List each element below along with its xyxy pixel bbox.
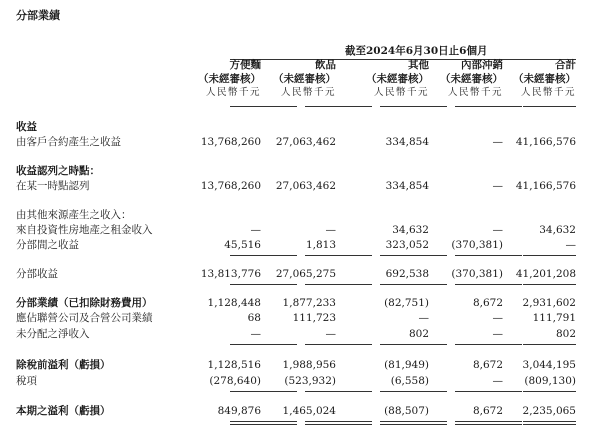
column-name: 合計 [555, 59, 576, 71]
row-label: 分部間之收益 [16, 239, 79, 251]
table-row-profit-before-tax [0, 357, 600, 373]
cell-eliminations: — [492, 328, 503, 340]
double-rule-bottom [455, 424, 522, 425]
table-row-profit-for-period [0, 403, 600, 419]
row-label: 由其他來源產生之收入： [16, 209, 132, 221]
subtotal-rule [523, 284, 576, 285]
cell-instant-noodles: 13,768,260 [200, 180, 261, 192]
double-rule-top [230, 421, 297, 422]
subtotal-rule [230, 255, 297, 256]
cell-others: (6,558) [390, 375, 429, 387]
cell-eliminations: 8,672 [472, 297, 503, 309]
cell-others: — [418, 312, 429, 324]
double-rule-bottom [230, 424, 297, 425]
subtotal-rule [455, 391, 522, 392]
cell-total: — [565, 239, 576, 251]
cell-instant-noodles: — [250, 328, 261, 340]
row-label: 來自投資性房地產之租金收入 [16, 224, 153, 236]
column-name: 方便麵 [229, 59, 261, 71]
column-audit-status: （未經審核） [273, 73, 336, 85]
row-label: 由客戶合約產生之收益 [16, 136, 121, 148]
table-row-segment-revenue [0, 266, 600, 282]
table-row-timing-heading [0, 163, 600, 179]
cell-eliminations: — [492, 375, 503, 387]
cell-beverages: 27,065,275 [275, 268, 336, 280]
period-heading: 截至2024年6月30日止6個月 [345, 45, 488, 57]
subtotal-rule [230, 284, 297, 285]
table-row [0, 237, 600, 253]
column-name: 其他 [408, 59, 429, 71]
subtotal-rule [455, 284, 522, 285]
column-header-total [513, 58, 576, 100]
cell-beverages: 1,465,024 [282, 405, 336, 417]
cell-instant-noodles: 13,768,260 [200, 136, 261, 148]
column-unit: 人民幣千元 [520, 87, 576, 98]
cell-beverages: 111,723 [292, 312, 336, 324]
subtotal-rule [230, 344, 297, 345]
row-label: 未分配之淨收入 [16, 328, 90, 340]
column-underline [380, 106, 447, 107]
subtotal-rule [380, 284, 447, 285]
cell-eliminations: — [492, 136, 503, 148]
cell-eliminations: (370,381) [451, 268, 503, 280]
column-underline [305, 106, 372, 107]
double-rule-bottom [523, 424, 576, 425]
row-label: 應佔聯營公司及合營公司業績 [16, 312, 153, 324]
column-header-instant-noodles [198, 58, 261, 100]
subtotal-rule [455, 344, 522, 345]
table-row [0, 178, 600, 194]
column-underline [455, 106, 522, 107]
double-rule-bottom [305, 424, 372, 425]
cell-instant-noodles: 1,128,448 [207, 297, 261, 309]
table-row [0, 222, 600, 238]
cell-others: 802 [408, 328, 429, 340]
column-name: 飲品 [315, 59, 336, 71]
cell-total: 41,166,576 [515, 136, 576, 148]
subtotal-rule [305, 284, 372, 285]
double-rule-bottom [380, 424, 447, 425]
column-header-others [366, 58, 429, 100]
cell-total: 2,931,602 [522, 297, 576, 309]
double-rule-top [523, 421, 576, 422]
subtotal-rule [305, 391, 372, 392]
double-rule-top [455, 421, 522, 422]
row-label: 稅項 [16, 375, 37, 387]
cell-beverages: (523,932) [284, 375, 336, 387]
cell-instant-noodles: 1,128,516 [207, 359, 261, 371]
cell-eliminations: 8,672 [472, 359, 503, 371]
table-row-segment-results [0, 295, 600, 311]
cell-total: (809,130) [524, 375, 576, 387]
subtotal-rule [380, 391, 447, 392]
section-title: 分部業績 [16, 9, 60, 22]
cell-eliminations: 8,672 [472, 405, 503, 417]
subtotal-rule [305, 344, 372, 345]
double-rule-top [305, 421, 372, 422]
cell-others: 34,632 [392, 224, 429, 236]
row-label: 在某一時點認列 [16, 180, 90, 192]
cell-total: 111,791 [532, 312, 576, 324]
table-row [0, 326, 600, 342]
row-label: 收益認列之時點： [16, 165, 100, 177]
column-header-eliminations [440, 58, 503, 100]
cell-total: 2,235,065 [522, 405, 576, 417]
cell-beverages: — [325, 224, 336, 236]
cell-instant-noodles: 849,876 [217, 405, 261, 417]
cell-others: (82,751) [384, 297, 429, 309]
table-row-other-sources-heading [0, 207, 600, 223]
cell-total: 41,166,576 [515, 180, 576, 192]
row-label: 收益 [16, 121, 37, 133]
cell-eliminations: — [492, 180, 503, 192]
cell-eliminations: — [492, 312, 503, 324]
cell-beverages: 1,877,233 [282, 297, 336, 309]
subtotal-rule [305, 255, 372, 256]
subtotal-rule [523, 255, 576, 256]
cell-others: (81,949) [384, 359, 429, 371]
cell-total: 34,632 [539, 224, 576, 236]
cell-total: 41,201,208 [515, 268, 576, 280]
column-underline [523, 106, 576, 107]
column-audit-status: （未經審核） [366, 73, 429, 85]
row-label: 分部收益 [16, 268, 58, 280]
column-header-beverages [273, 58, 336, 100]
cell-beverages: 1,813 [305, 239, 336, 251]
cell-others: (88,507) [384, 405, 429, 417]
cell-instant-noodles: 45,516 [224, 239, 261, 251]
row-label: 除稅前溢利（虧損） [16, 359, 111, 371]
cell-instant-noodles: 68 [247, 312, 261, 324]
column-unit: 人民幣千元 [205, 87, 261, 98]
column-audit-status: （未經審核） [440, 73, 503, 85]
cell-total: 3,044,195 [522, 359, 576, 371]
subtotal-rule [230, 391, 297, 392]
cell-beverages: — [325, 328, 336, 340]
subtotal-rule [523, 344, 576, 345]
column-unit: 人民幣千元 [447, 87, 503, 98]
cell-eliminations: — [492, 224, 503, 236]
cell-others: 334,854 [385, 136, 429, 148]
cell-instant-noodles: — [250, 224, 261, 236]
cell-beverages: 27,063,462 [275, 180, 336, 192]
column-unit: 人民幣千元 [280, 87, 336, 98]
row-label: 本期之溢利（虧損） [16, 405, 111, 417]
subtotal-rule [523, 391, 576, 392]
cell-instant-noodles: 13,813,776 [200, 268, 261, 280]
cell-beverages: 27,063,462 [275, 136, 336, 148]
cell-others: 323,052 [385, 239, 429, 251]
table-row-revenue-heading [0, 119, 600, 135]
table-row-taxation [0, 373, 600, 389]
cell-eliminations: (370,381) [451, 239, 503, 251]
column-audit-status: （未經審核） [513, 73, 576, 85]
cell-others: 692,538 [385, 268, 429, 280]
subtotal-rule [380, 344, 447, 345]
column-audit-status: （未經審核） [198, 73, 261, 85]
row-label: 分部業績（已扣除財務費用） [16, 297, 153, 309]
cell-total: 802 [555, 328, 576, 340]
column-name: 內部沖銷 [461, 59, 503, 71]
column-underline [230, 106, 297, 107]
cell-instant-noodles: (278,640) [209, 375, 261, 387]
subtotal-rule [455, 255, 522, 256]
column-unit: 人民幣千元 [373, 87, 429, 98]
cell-others: 334,854 [385, 180, 429, 192]
table-row [0, 134, 600, 150]
cell-beverages: 1,988,956 [282, 359, 336, 371]
double-rule-top [380, 421, 447, 422]
subtotal-rule [380, 255, 447, 256]
table-row [0, 310, 600, 326]
